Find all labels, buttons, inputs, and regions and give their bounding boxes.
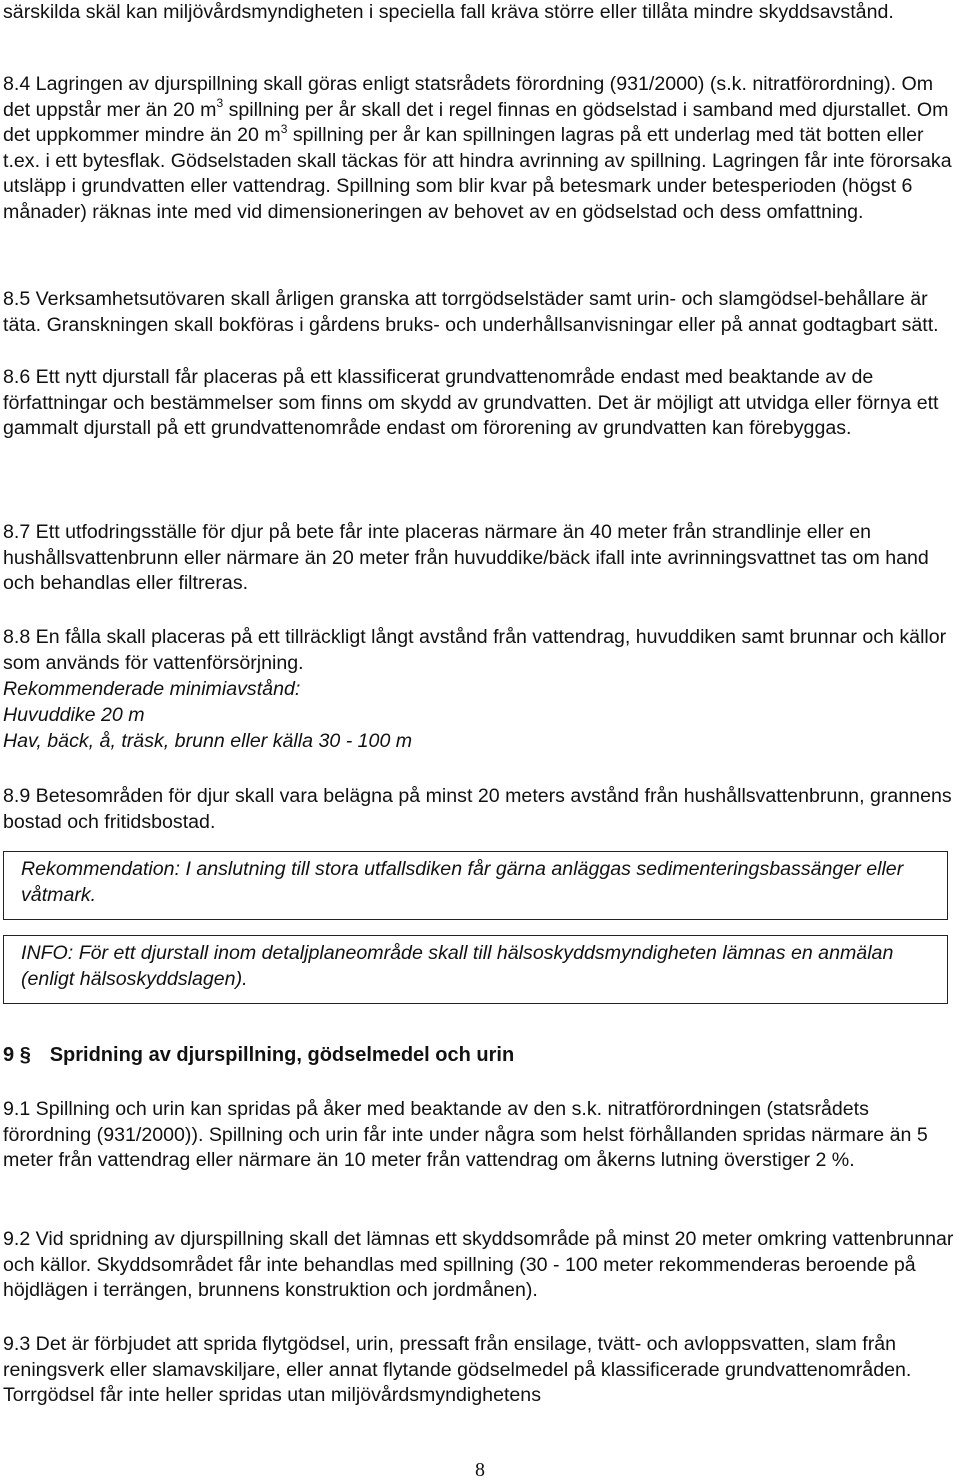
recommended-distance-water: Hav, bäck, å, träsk, brunn eller källa 30 - 100 m [3, 730, 413, 752]
paragraph-8-6: 8.6 Ett nytt djurstall får placeras på ett klassificerat grundvattenområde endast med beaktande av de författningar och bestämmelser som finns om skydd av grundvatten. Det är möjligt att utvidga eller förnya ett gammalt djurstall på ett grundvattenområde endast om förorening av grundvatten kan förebyggas. [3, 366, 939, 440]
recommendation-box [3, 851, 948, 920]
paragraph-9-2: 9.2 Vid spridning av djurspillning skall det lämnas ett skyddsområde på minst 20 meter omkring vattenbrunnar och källor. Skyddsområdet får inte behandlas med spillning (30 - 100 meter rekommenderas beroende på höjdlägen i terrängen, brunnens konstruktion och jordmånen). [3, 1228, 954, 1302]
superscript-cubic: 3 [216, 96, 224, 111]
paragraph-8-8: 8.8 En fålla skall placeras på ett tillräckligt långt avstånd från vattendrag, huvuddiken samt brunnar och källor som används för vattenförsörjning. [3, 626, 947, 674]
paragraph-8-9: 8.9 Betesområden för djur skall vara belägna på minst 20 meters avstånd från hushållsvattenbrunn, grannens bostad och fritidsbostad. [3, 785, 952, 833]
section-number: 9 [3, 1044, 15, 1066]
recommendation-text: Rekommendation: I anslutning till stora utfallsdiken får gärna anläggas sedimenteringsbassänger eller våtmark. [21, 858, 904, 906]
page-number: 8 [475, 1459, 485, 1481]
section-heading-9 [3, 1043, 957, 1069]
recommended-distance-ditch: Huvuddike 20 m [3, 704, 145, 726]
section-title: Spridning av djurspillning, gödselmedel och urin [49, 1044, 515, 1066]
paragraph-continuation: särskilda skäl kan miljövårdsmyndigheten i speciella fall kräva större eller tillåta mindre skyddsavstånd. [3, 1, 894, 23]
paragraph-8-4-part1: 8.4 Lagringen av djurspillning skall göras enligt statsrådets förordning (931/2000) (s.k. nitratförordning). Om det uppstår mer än 20 m [3, 73, 934, 121]
paragraph-8-4 [3, 72, 957, 226]
paragraph-9-3: 9.3 Det är förbjudet att sprida flytgödsel, urin, pressaft från ensilage, tvätt- och avloppsvatten, slam från reningsverk eller slamavskiljare, eller annat flytande gödselmedel på klassificerade grundvattenområden. Torrgödsel får inte heller spridas utan miljövårdsmyndighetens [3, 1333, 912, 1407]
recommended-distances-title: Rekommenderade minimiavstånd: [3, 678, 301, 700]
info-text: INFO: För ett djurstall inom detaljplaneområde skall till hälsoskyddsmyndigheten lämnas en anmälan (enligt hälsoskyddslagen). [21, 942, 894, 990]
paragraph-8-4-part3: spillning per år kan spillningen lagras på ett underlag med tät botten eller t.ex. i ett bytesflak. Gödselstaden skall täckas för att hindra avrinning av spillning. Lagringen får inte förorsaka utsläpp i grundvatten eller vattendrag. Spillning som blir kvar på betesmark under betesperioden (högst 6 månader) räknas inte med vid dimensioneringen av behovet av en gödselstad och dess omfattning. [3, 124, 952, 223]
section-sign: § [19, 1044, 31, 1066]
paragraph-8-4-part2: spillning per år skall det i regel finnas en gödselstad i samband med djurstallet. Om det uppkommer mindre än 20 m [3, 98, 949, 147]
paragraph-8-7: 8.7 Ett utfodringsställe för djur på bete får inte placeras närmare än 40 meter från strandlinje eller en hushållsvattenbrunn eller närmare än 20 meter från huvuddike/bäck ifall inte avrinningsvattnet tas om hand och behandlas eller filtreras. [3, 521, 929, 595]
info-box [3, 935, 948, 1004]
paragraph-8-5: 8.5 Verksamhetsutövaren skall årligen granska att torrgödselstäder samt urin- och slamgödsel-behållare är täta. Granskningen skall bokföras i gårdens bruks- och underhållsanvisningar eller på annat godtagbart sätt. [3, 288, 939, 336]
superscript-cubic: 3 [280, 121, 288, 136]
paragraph-9-1: 9.1 Spillning och urin kan spridas på åker med beaktande av den s.k. nitratförordningen (statsrådets förordning (931/2000)). Spillning och urin får inte under några som helst förhållanden spridas närmare än 5 meter från vattendrag eller närmare än 10 meter från vattendrag om åkerns lutning överstiger 2 %. [3, 1098, 928, 1172]
